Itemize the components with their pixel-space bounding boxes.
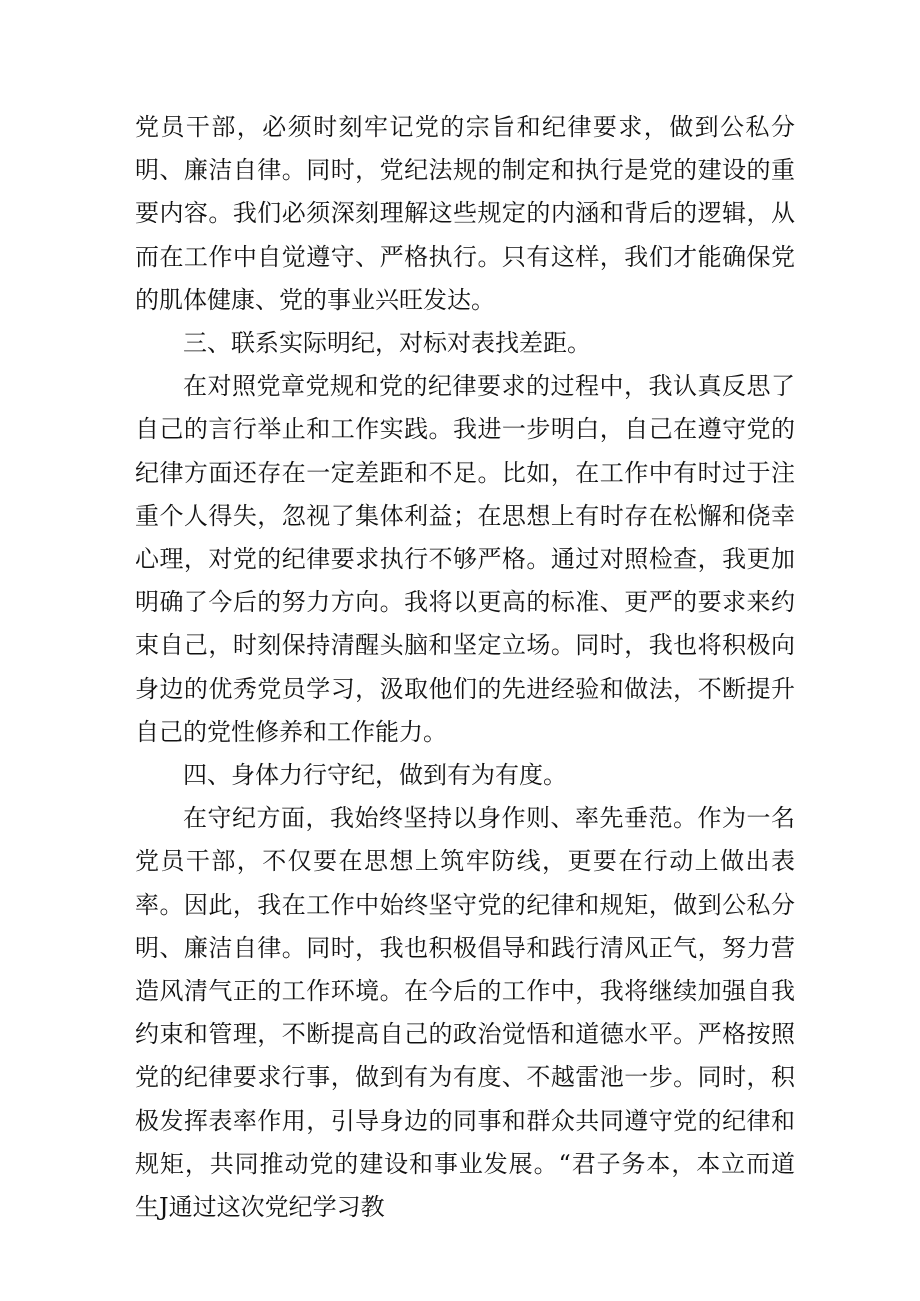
document-body: [135, 106, 795, 1229]
paragraph-intro: 党员干部，必须时刻牢记党的宗旨和纪律要求，做到公私分明、廉洁自律。同时，党纪法规的制定和执行是党的建设的重要内容。我们必须深刻理解这些规定的内涵和背后的逻辑，从而在工作中自觉遵守、严格执行。只有这样，我们才能确保党的肌体健康、党的事业兴旺发达。: [135, 113, 795, 314]
paragraph-section-4: 在守纪方面，我始终坚持以身作则、率先垂范。作为一名党员干部，不仅要在思想上筑牢防线，更要在行动上做出表率。因此，我在工作中始终坚守党的纪律和规矩，做到公私分明、廉洁自律。同时，我也积极倡导和践行清风正气，努力营造风清气正的工作环境。在今后的工作中，我将继续加强自我约束和管理，不断提高自己的政治觉悟和道德水平。严格按照党的纪律要求行事，做到有为有度、不越雷池一步。同时，积极发挥表率作用，引导身边的同事和群众共同遵守党的纪律和规矩，共同推动党的建设和事业发展。“君子务本，本立而道生J通过这次党纪学习教: [135, 804, 795, 1222]
section-heading-4: 四、身体力行守纪，做到有为有度。: [183, 761, 567, 790]
paragraph-section-3: 在对照党章党规和党的纪律要求的过程中，我认真反思了自己的言行举止和工作实践。我进一步明白，自己在遵守党的纪律方面还存在一定差距和不足。比如，在工作中有时过于注重个人得失，忽视了集体利益；在思想上有时存在松懈和侥幸心理，对党的纪律要求执行不够严格。通过对照检查，我更加明确了今后的努力方向。我将以更高的标准、更严的要求来约束自己，时刻保持清醒头脑和坚定立场。同时，我也将积极向身边的优秀党员学习，汲取他们的先进经验和做法，不断提升自己的党性修养和工作能力。: [135, 372, 795, 746]
section-heading-3: 三、联系实际明纪，对标对表找差距。: [183, 329, 591, 358]
